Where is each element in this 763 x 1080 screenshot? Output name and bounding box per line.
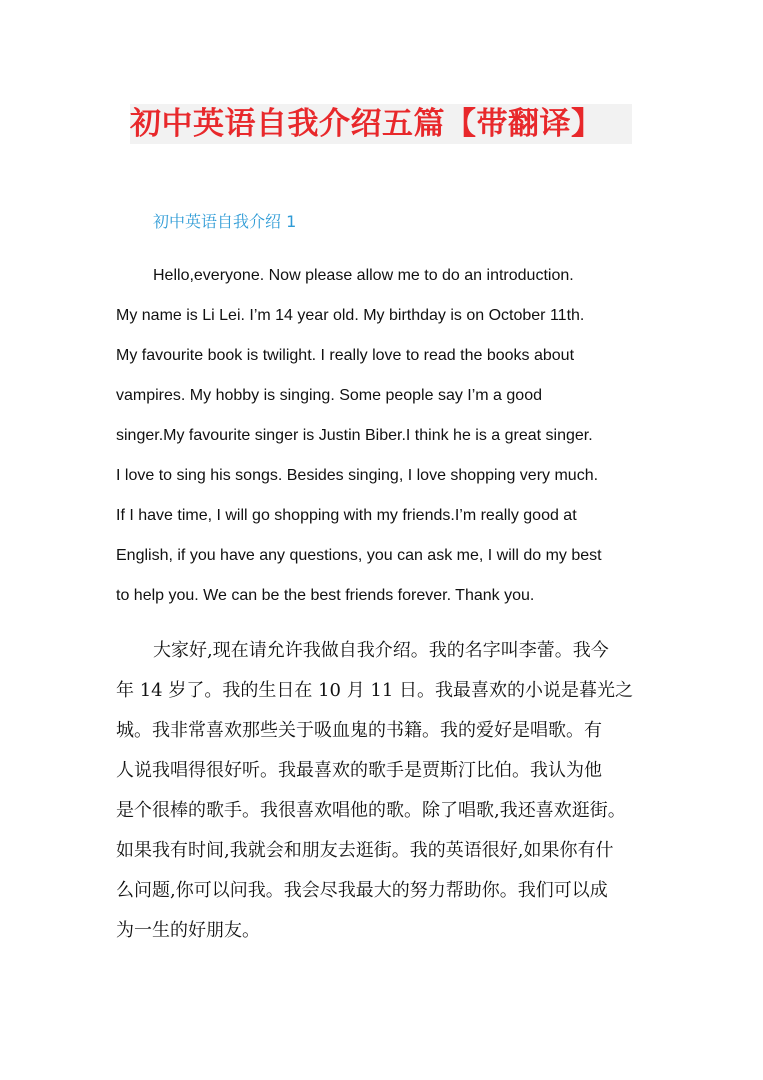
chinese-line: 年 14 岁了。我的生日在 10 月 11 日。我最喜欢的小说是暮光之 — [116, 680, 634, 701]
english-line: If I have time, I will go shopping with my friends.I’m really good at — [116, 507, 577, 524]
chinese-line: 大家好,现在请允许我做自我介绍。我的名字叫李蕾。我今 — [153, 640, 609, 661]
chinese-line: 为一生的好朋友。 — [116, 920, 260, 941]
chinese-line: 人说我唱得很好听。我最喜欢的歌手是贾斯汀比伯。我认为他 — [116, 760, 602, 781]
english-line: singer.My favourite singer is Justin Biber.I think he is a great singer. — [116, 427, 593, 444]
document-title: 初中英语自我介绍五篇【带翻译】 — [130, 104, 632, 144]
english-line: vampires. My hobby is singing. Some people say I’m a good — [116, 387, 542, 404]
chinese-line: 如果我有时间,我就会和朋友去逛街。我的英语很好,如果你有什 — [116, 840, 614, 861]
chinese-line: 么问题,你可以问我。我会尽我最大的努力帮助你。我们可以成 — [116, 880, 608, 901]
english-line: Hello,everyone. Now please allow me to do an introduction. — [153, 267, 574, 284]
chinese-line: 城。我非常喜欢那些关于吸血鬼的书籍。我的爱好是唱歌。有 — [116, 720, 602, 741]
english-paragraph — [116, 262, 656, 622]
english-line: I love to sing his songs. Besides singing, I love shopping very much. — [116, 467, 599, 484]
chinese-line: 是个很棒的歌手。我很喜欢唱他的歌。除了唱歌,我还喜欢逛街。 — [116, 800, 626, 821]
section-heading: 初中英语自我介绍 1 — [153, 212, 297, 231]
english-line: My name is Li Lei. I’m 14 year old. My birthday is on October 11th. — [116, 307, 585, 324]
english-line: to help you. We can be the best friends forever. Thank you. — [116, 587, 535, 604]
english-line: My favourite book is twilight. I really love to read the books about — [116, 347, 575, 364]
english-line: English, if you have any questions, you can ask me, I will do my best — [116, 547, 602, 564]
chinese-paragraph — [116, 635, 656, 955]
